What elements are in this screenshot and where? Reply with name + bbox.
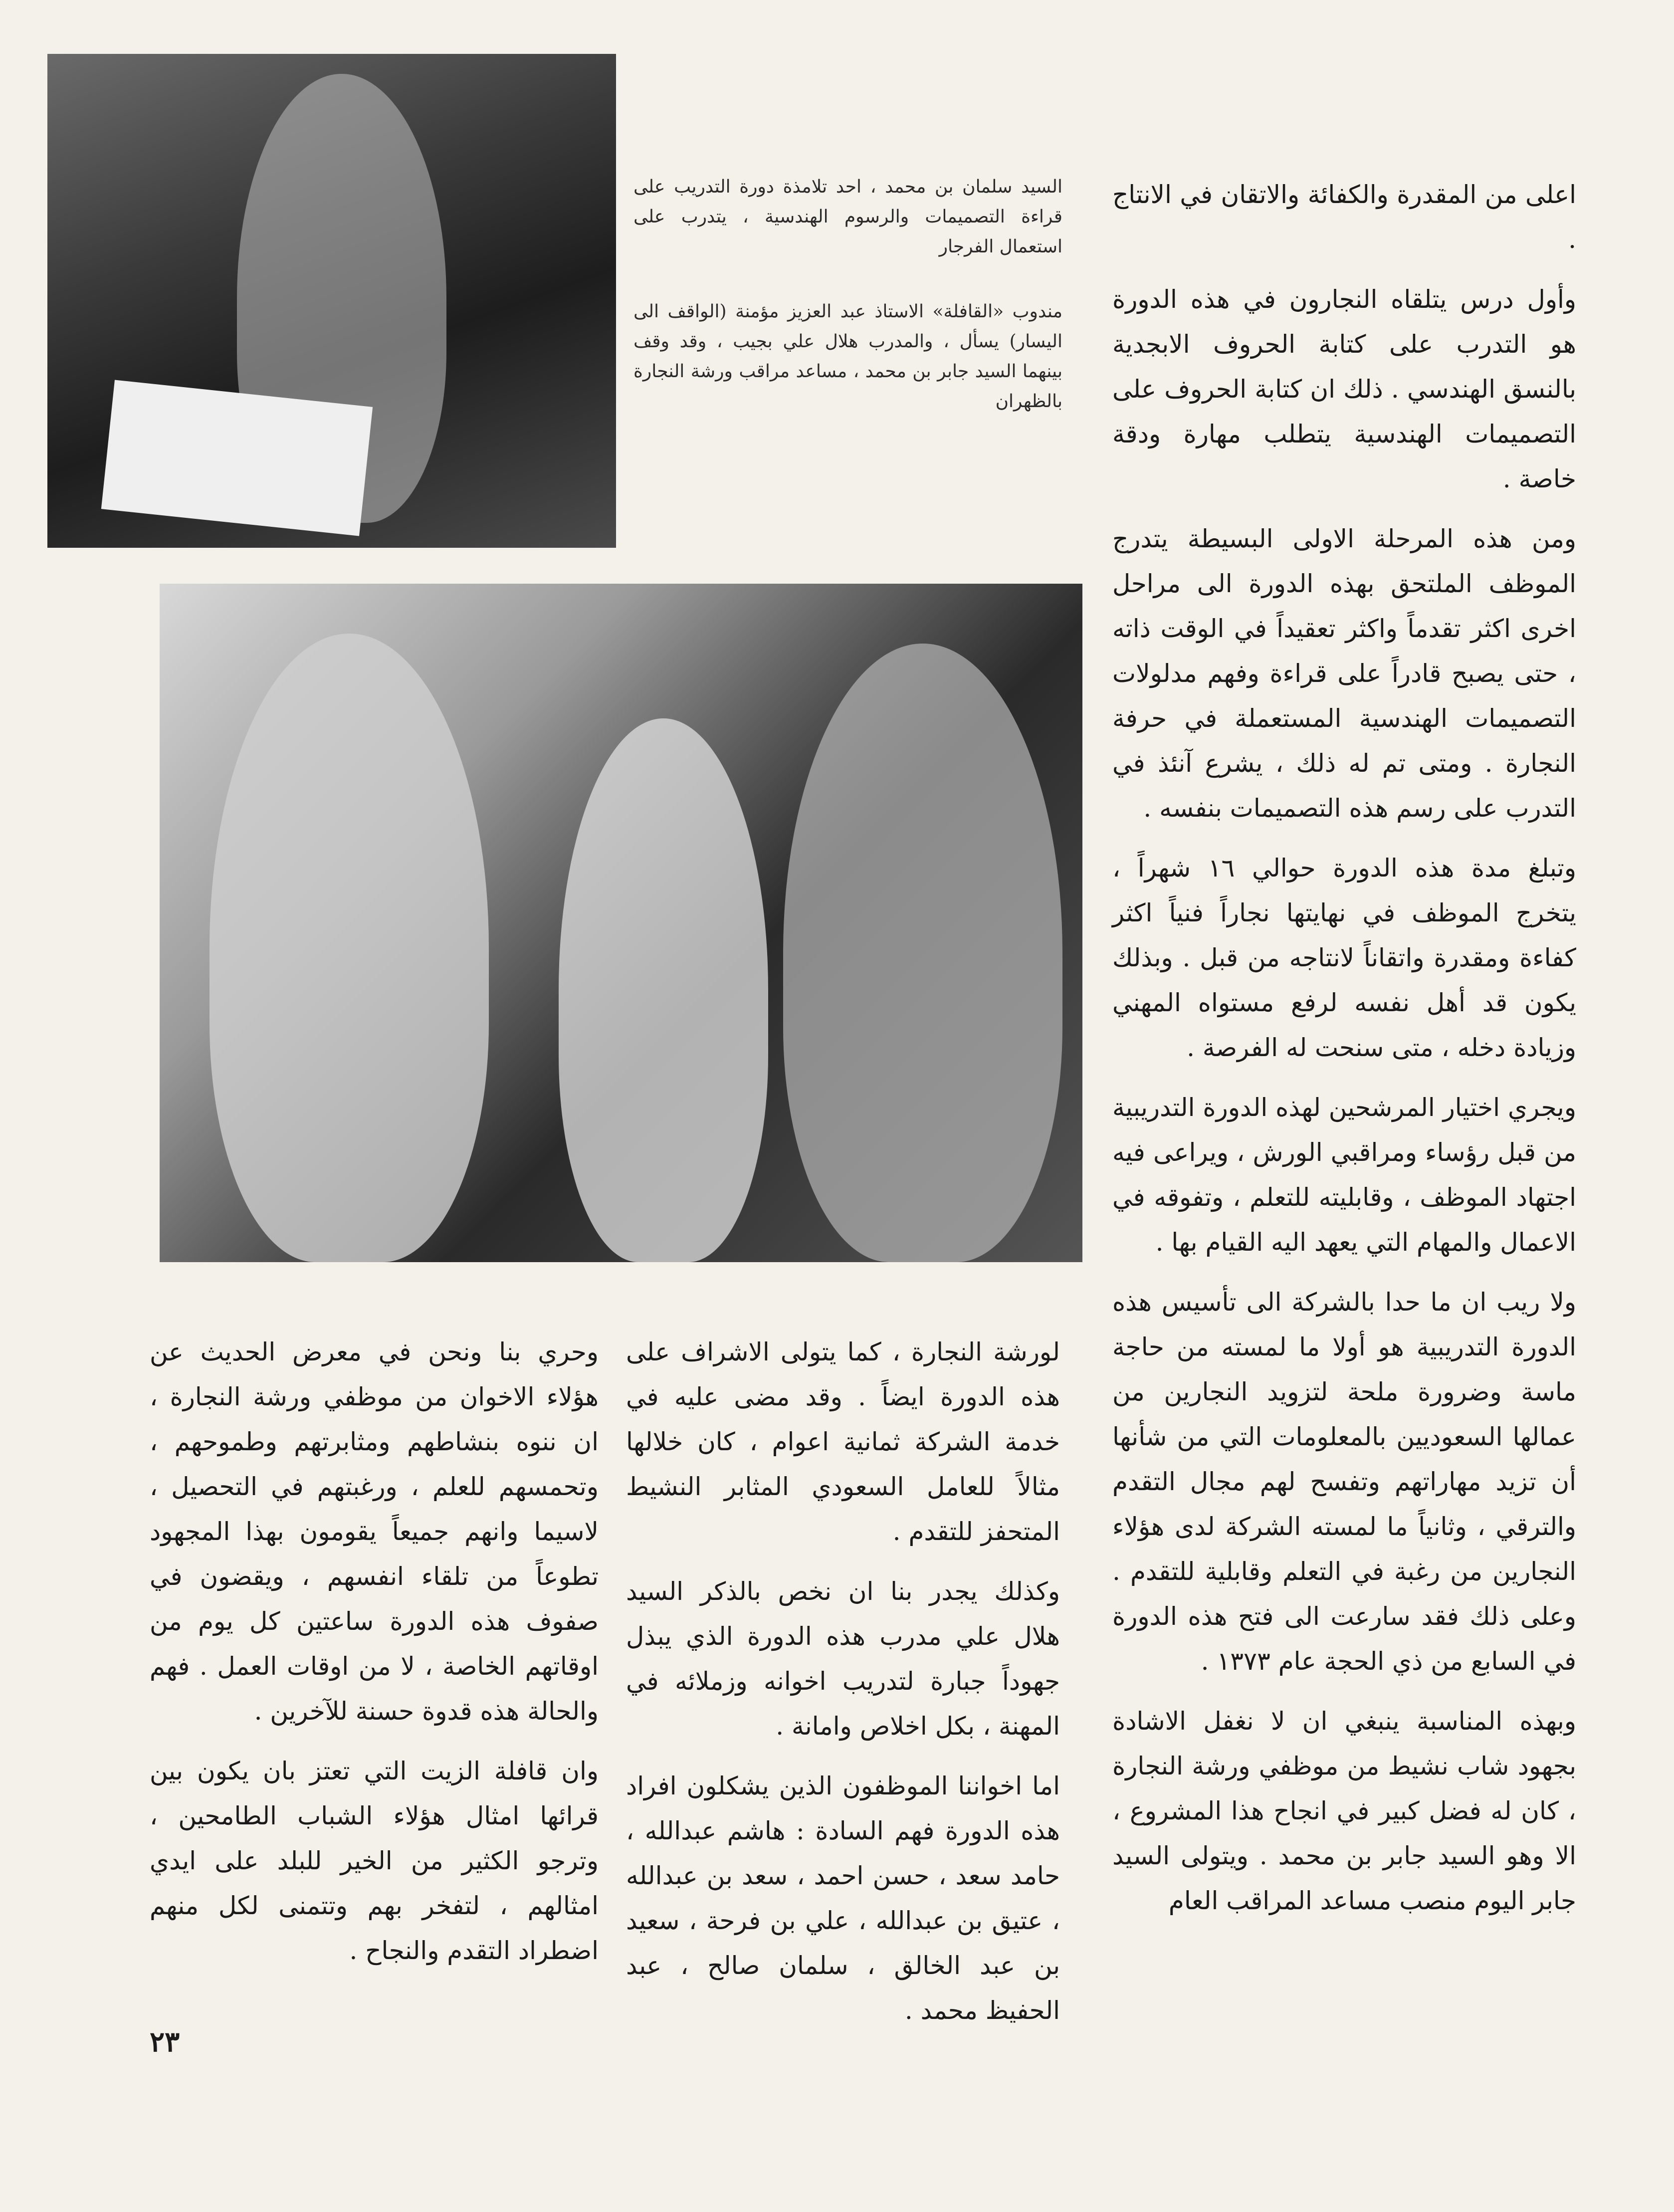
paragraph: ويجري اختيار المرشحين لهذه الدورة التدريبية من قبل رؤساء ومراقبي الورش ، ويراعى فيه اجتهاد الموظف ، وقابليته للتعلم ، وتفوقه في الاعمال والمهام التي يعهد اليه القيام بها . <box>1112 1093 1576 1257</box>
paragraph: وحري بنا ونحن في معرض الحديث عن هؤلاء الاخوان من موظفي ورشة النجارة ، ان ننوه بنشاطهم ومثابرتهم وطموحهم ، وتحمسهم للعلم ، ورغبتهم في التحصيل ، لاسيما وانهم جميعاً يقومون بهذا المجهود تطوعاً من تلقاء انفسهم ، ويقضون في صفوف هذه الدورة ساعتين كل يوم من اوقاتهم الخاصة ، لا من اوقات العمل . فهم والحالة هذه قدوة حسنة للآخرين . <box>150 1337 599 1726</box>
right-column <box>1112 172 1576 1938</box>
figure-left <box>209 634 489 1262</box>
paragraph: وتبلغ مدة هذه الدورة حوالي ١٦ شهراً ، يتخرج الموظف في نهايتها نجاراً فنياً اكثر كفاءة ومقدرة واتقاناً لانتاجه من قبل . وبذلك يكون قد أهل نفسه لرفع مستواه المهني وزيادة دخله ، متى سنحت له الفرصة . <box>1112 854 1576 1062</box>
top-photo <box>47 54 616 548</box>
paragraph: وكذلك يجدر بنا ان نخص بالذكر السيد هلال علي مدرب هذه الدورة الذي يبذل جهوداً جبارة لتدريب اخوانه وزملائه في المهنة ، بكل اخلاص وامانة . <box>626 1577 1060 1741</box>
paragraph: وأول درس يتلقاه النجارون في هذه الدورة هو التدرب على كتابة الحروف الابجدية بالنسق الهندسي . ذلك ان كتابة الحروف على التصميمات الهندسية يتطلب مهارة ودقة خاصة . <box>1112 285 1576 493</box>
caption-large-photo: مندوب «القافلة» الاستاذ عبد العزيز مؤمنة (الواقف الى اليسار) يسأل ، والمدرب هلال علي بجيب ، وقد وقف بينهما السيد جابر بن محمد ، مساعد مراقب ورشة النجارة بالظهران <box>633 301 1062 412</box>
paragraph: اعلى من المقدرة والكفائة والاتقان في الانتاج . <box>1112 180 1576 254</box>
figure-right <box>783 644 1062 1262</box>
paper-sheet <box>101 380 373 536</box>
figure-middle <box>559 718 768 1262</box>
paragraph: ومن هذه المرحلة الاولى البسيطة يتدرج الموظف الملتحق بهذه الدورة الى مراحل اخرى اكثر تقدماً واكثر تعقيداً في الوقت ذاته ، حتى يصبح قادراً على قراءة وفهم مدلولات التصميمات الهندسية المستعملة في حرفة النجارة . ومتى تم له ذلك ، يشرع آنئذ في التدرب على رسم هذه التصميمات بنفسه . <box>1112 524 1576 823</box>
paragraph: وان قافلة الزيت التي تعتز بان يكون بين قرائها امثال هؤلاء الشباب الطامحين ، وترجو الكثير من الخير للبلد على ايدي امثالهم ، لتفخر بهم وتتمنى لكل منهم اضطراد التقدم والنجاح . <box>150 1757 599 1965</box>
paragraph: اما اخواننا الموظفون الذين يشكلون افراد هذه الدورة فهم السادة : هاشم عبدالله ، حامد سعد ، حسن احمد ، سعد بن عبدالله ، عتيق بن عبدالله ، علي بن فرحة ، سعيد بن عبد الخالق ، سلمان صالح ، عبد الحفيظ محمد . <box>626 1771 1060 2025</box>
paragraph: وبهذه المناسبة ينبغي ان لا نغفل الاشادة بجهود شاب نشيط من موظفي ورشة النجارة ، كان له فضل كبير في انجاح هذا المشروع ، الا وهو السيد جابر بن محمد . ويتولى السيد جابر اليوم منصب مساعد المراقب العام <box>1112 1707 1576 1915</box>
left-column <box>150 1329 599 1988</box>
paragraph: ولا ريب ان ما حدا بالشركة الى تأسيس هذه الدورة التدريبية هو أولا ما لمسته من حاجة ماسة وضرورة ملحة لتزويد النجارين من عمالها السعوديين بالمعلومات التي من شأنها أن تزيد مهاراتهم وتفسح لهم مجال التقدم والترقي ، وثانياً ما لمسته الشركة لدى هؤلاء النجارين من رغبة في التعلم وقابلية للتقدم . وعلى ذلك فقد سارعت الى فتح هذه الدورة في السابع من ذي الحجة عام ١٣٧٣ . <box>1112 1288 1576 1676</box>
photo-captions <box>633 172 1062 437</box>
paragraph: لورشة النجارة ، كما يتولى الاشراف على هذه الدورة ايضاً . وقد مضى عليه في خدمة الشركة ثمانية اعوام ، كان خلالها مثالاً للعامل السعودي المثابر النشيط المتحفز للتقدم . <box>626 1337 1060 1546</box>
page-number: ٢٣ <box>150 2025 180 2058</box>
middle-column <box>626 1329 1060 2048</box>
caption-top-photo: السيد سلمان بن محمد ، احد تلامذة دورة التدريب على قراءة التصميمات والرسوم الهندسية ، يتدرب على استعمال الفرجار <box>633 177 1062 257</box>
large-photo <box>160 584 1082 1262</box>
